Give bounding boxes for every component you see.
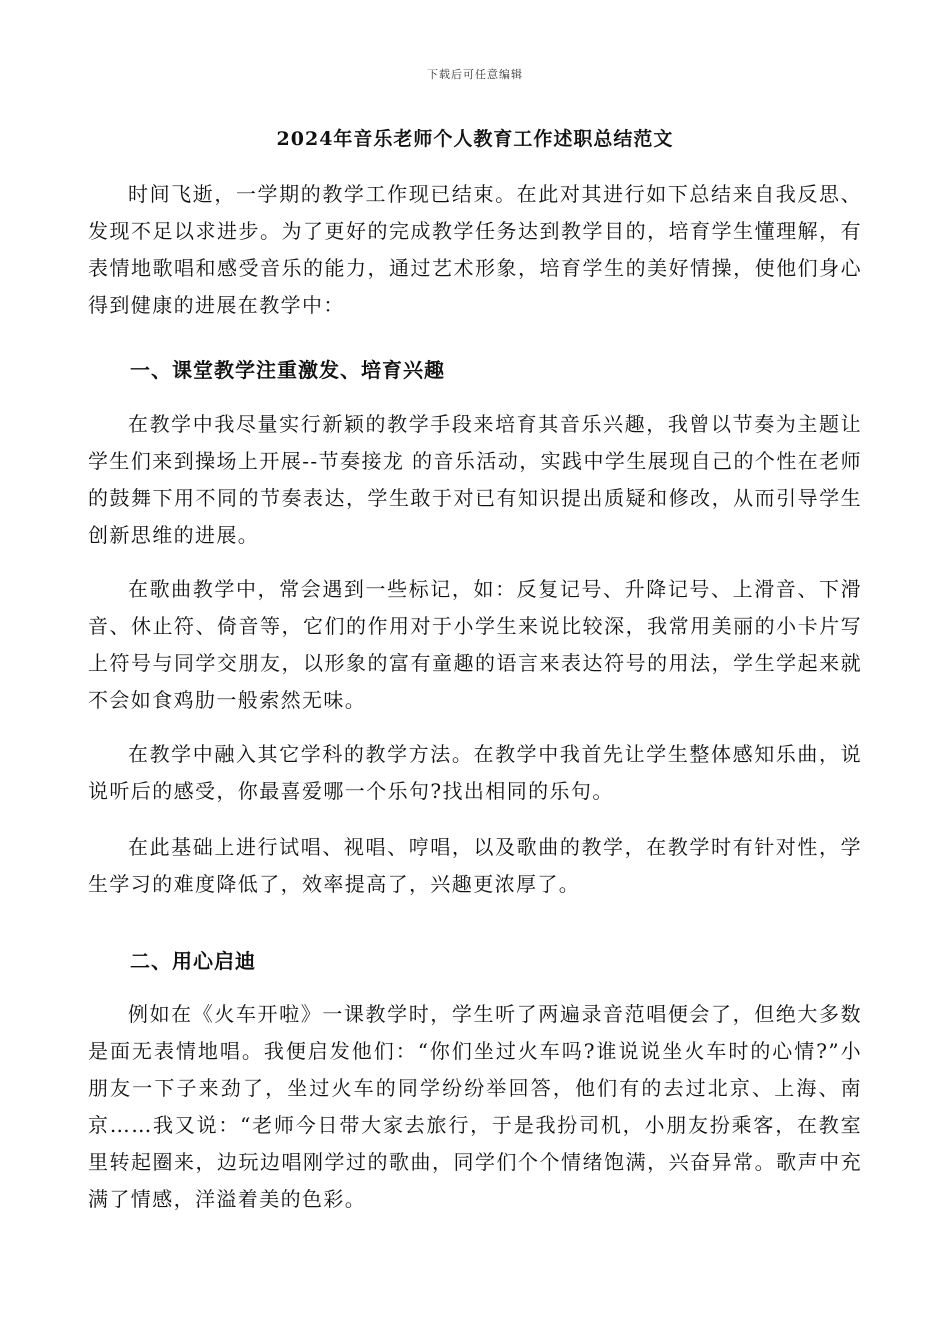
section-heading-1: 一、课堂教学注重激发、培育兴趣 (130, 358, 445, 382)
section-heading-2: 二、用心启迪 (130, 949, 256, 973)
section1-paragraph-1: 在教学中我尽量实行新颖的教学手段来培育其音乐兴趣，我曾以节奏为主题让学生们来到操场上开展--节奏接龙 的音乐活动，实践中学生展现自己的个性在老师的鼓舞下用不同的节奏表达，学生敢于对已有知识提出质疑和修改，从而引导学生创新思维的进展。 (88, 412, 862, 547)
section1-paragraph-3: 在教学中融入其它学科的教学方法。在教学中我首先让学生整体感知乐曲，说说听后的感受，你最喜爱哪一个乐句?找出相同的乐句。 (88, 742, 862, 803)
document-title: 2024年音乐老师个人教育工作述职总结范文 (276, 128, 674, 150)
header-note: 下载后可任意编辑 (427, 68, 523, 81)
section1-paragraph-2: 在歌曲教学中，常会遇到一些标记，如：反复记号、升降记号、上滑音、下滑音、休止符、倚音等，它们的作用对于小学生来说比较深，我常用美丽的小卡片写上符号与同学交朋友，以形象的富有童趣的语言来表达符号的用法，学生学起来就不会如食鸡肋一般索然无味。 (88, 577, 862, 712)
section1-paragraph-4: 在此基础上进行试唱、视唱、哼唱，以及歌曲的教学，在教学时有针对性，学生学习的难度降低了，效率提高了，兴趣更浓厚了。 (88, 835, 862, 896)
section2-paragraph-1: 例如在《火车开啦》一课教学时，学生听了两遍录音范唱便会了，但绝大多数是面无表情地唱。我便启发他们：“你们坐过火车吗?谁说说坐火车时的心情?”小朋友一下子来劲了，坐过火车的同学纷纷举回答，他们有的去过北京、上海、南京……我又说：“老师今日带大家去旅行，于是我扮司机，小朋友扮乘客，在教室里转起圈来，边玩边唱刚学过的歌曲，同学们个个情绪饱满，兴奋异常。歌声中充满了情感，洋溢着美的色彩。 (88, 1002, 862, 1211)
intro-paragraph: 时间飞逝，一学期的教学工作现已结束。在此对其进行如下总结来自我反思、发现不足以求进步。为了更好的完成教学任务达到教学目的，培育学生懂理解，有表情地歌唱和感受音乐的能力，通过艺术形象，培育学生的美好情操，使他们身心得到健康的进展在教学中： (88, 182, 862, 317)
